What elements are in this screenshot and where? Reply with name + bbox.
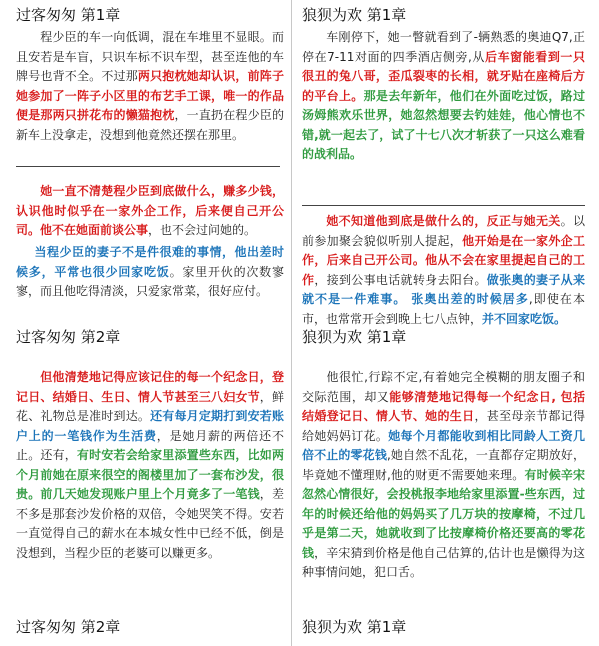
text-run: ，甚至母亲节都记得给她妈妈订花。 xyxy=(302,409,585,443)
text-run: ，鲜花、礼物总是准时到达。 xyxy=(16,389,284,423)
highlighted-text-blue: 并不回家吃饭。 xyxy=(482,311,567,326)
highlighted-text-red: 她不知道他到底是做什么的，反正与她无关 xyxy=(326,214,561,228)
section-divider xyxy=(302,205,585,206)
paragraph xyxy=(16,28,284,145)
chapter-heading: 狼狈为欢 第1章 xyxy=(302,328,407,346)
text-run: ，差不多是那套沙发价格的双倍，令她哭笑不得。安若一直觉得自己的薪水在本城女性中已经不低，倒是没想到，当程少臣的老婆可以赚更多。 xyxy=(16,487,284,560)
highlighted-text-blue: 做张奥的妻子从来就不是一件难事。 xyxy=(302,272,585,306)
text-run: ,她自然不乱花，一直都存定期放好，毕竟她不懂理财,他的财更不需要她来理。 xyxy=(302,448,585,482)
text-run: 程少臣的车一向低调，混在车堆里不显眼。而且安若是车盲，只识车标不识车型，甚至连他的车牌号也背不全。不过那 xyxy=(16,30,284,83)
text-run: 。以前参加聚会貌似听别人提起， xyxy=(302,214,585,248)
highlighted-text-blue: 张奥出差的时候居多 xyxy=(411,292,529,306)
paragraph xyxy=(302,28,585,165)
highlighted-text-red: 她一直不清楚程少臣到底做什么，赚多少钱，认识他时似乎在一家外企工作，后来便自己开公司。他不在她面前谈公事 xyxy=(16,184,284,237)
highlighted-text-red: 他开始是在一家外企工作，后来自己开公司。他从不会在家里提起自己的工作 xyxy=(302,233,585,287)
text-run: 。家里开伙的次数寥寥，而且他吃得清淡，只爱家常菜，很好应付。 xyxy=(16,264,284,298)
highlighted-text-blue: 当程少臣的妻子不是件很难的事情，他出差时候多，平常也很少回家吃饭 xyxy=(16,245,284,279)
text-run: 车刚停下，她一瞥就看到了-辆熟悉的奥迪Q7,正停在7-11对面的四季酒店侧旁,从 xyxy=(302,30,585,64)
chapter-heading: 过客匆匆 第1章 xyxy=(16,6,121,24)
paragraph xyxy=(302,368,585,583)
chapter-heading: 狼狈为欢 第1章 xyxy=(302,618,407,636)
text-run: ，是她月薪的两倍还不止。还有， xyxy=(16,428,284,462)
highlighted-text-green: 有时候辛宋忽然心情很好，会投桃报李地给家里添置-些东西，过年的时候还给他的妈妈买了几万块的按摩椅，不过几乎是第二天，她就收到了比按摩椅价格还要高的零花钱 xyxy=(302,467,585,560)
paragraph xyxy=(16,243,284,302)
chapter-heading: 狼狈为欢 第1章 xyxy=(302,6,407,24)
paragraph xyxy=(16,182,284,241)
paragraph xyxy=(16,368,284,563)
text-run: ，接到公事电话就转身去阳台。 xyxy=(314,272,487,287)
highlighted-text-red: 能够清楚地记得每一个纪念日, 包括结婚登记日、情人节、她的生日 xyxy=(302,389,585,423)
text-run: ,即使在本市，也常常开会到晚上七八点钟， xyxy=(302,292,585,326)
section-divider xyxy=(16,166,280,167)
highlighted-text-green: 有时安若会给家里添置些东西，比如两个月前她在原来很空的阁楼里加了一套布沙发，很贵。前几天她发现账户里上个月竟多了一笔钱 xyxy=(16,448,284,501)
text-run: 他很忙,行踪不定,有着她完全模糊的朋友圈子和交际范围，却又 xyxy=(302,370,585,404)
chapter-heading: 过客匆匆 第2章 xyxy=(16,328,121,346)
text-run: ，也不会过问她的。 xyxy=(148,223,257,237)
highlighted-text-red: 两只抱枕她却认识，前阵子她参加了一阵子小区里的布艺手工课，唯一的作品便是那两只拼花布的懒猫抱枕 xyxy=(16,69,284,122)
chapter-heading: 过客匆匆 第2章 xyxy=(16,618,121,636)
paragraph xyxy=(302,212,585,329)
highlighted-text-green: 那是去年新年，他们在外面吃过饭，路过汤姆熊欢乐世界，她忽然想要去钓娃娃，他心情也不错,就一起去了，试了十七八次才斩获了一只这么难看的战利品。 xyxy=(302,88,585,161)
text-run: ，一直扔在程少臣的新车上没拿走，没想到他竟然还摆在那里。 xyxy=(16,108,284,142)
column-divider xyxy=(291,0,292,646)
highlighted-text-red: 但他清楚地记得应该记住的每一个纪念日，登记日、结婚日、生日、情人节甚至三八妇女节 xyxy=(16,370,284,404)
highlighted-text-blue: 还有每月定期打到安若账户上的一笔钱作为生活费 xyxy=(16,409,284,443)
text-run: ，辛宋猜到价格是他自己估算的,估计也是懒得为这种事情问她，犯口舌。 xyxy=(302,545,585,579)
highlighted-text-red: 后车窗能看到一只很丑的兔八哥，歪瓜裂枣的长相，就牙贴在座椅后方的平台上。 xyxy=(302,49,585,103)
highlighted-text-blue: 她每个月都能收到相比同龄人工资几倍不止的零花钱 xyxy=(302,428,585,462)
